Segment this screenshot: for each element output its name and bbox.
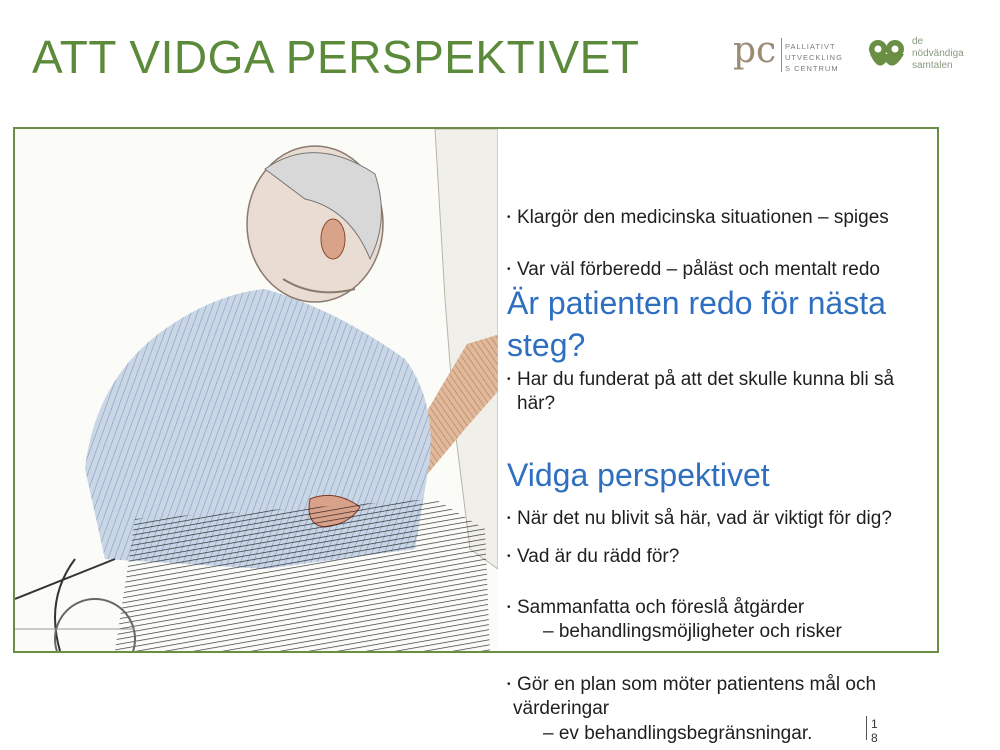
bullet-have-you-thought-cont: här? (517, 393, 556, 414)
heading-patient-ready-cont: steg? (507, 327, 586, 363)
bullet-summarize-sub: – behandlingsmöjligheter och risker (543, 621, 842, 642)
bullet-plan-cont: värderingar (513, 698, 610, 719)
samtalen-emblem-icon (864, 36, 910, 76)
elderly-man-wheelchair-illustration (15, 129, 498, 651)
bullet-plan-sub: – ev behandlingsbegränsningar. (543, 723, 813, 744)
page-number-divider (866, 716, 867, 740)
page-number: 1 8 (871, 717, 878, 745)
nodvandiga-samtalen-logo: de nödvändiga samtalen (864, 36, 910, 76)
heading-widen-perspective: Vidga perspektivet (507, 457, 770, 493)
slide-title: ATT VIDGA PERSPEKTIVET (32, 31, 640, 83)
heading-patient-ready: Är patienten redo för nästa (507, 285, 886, 321)
